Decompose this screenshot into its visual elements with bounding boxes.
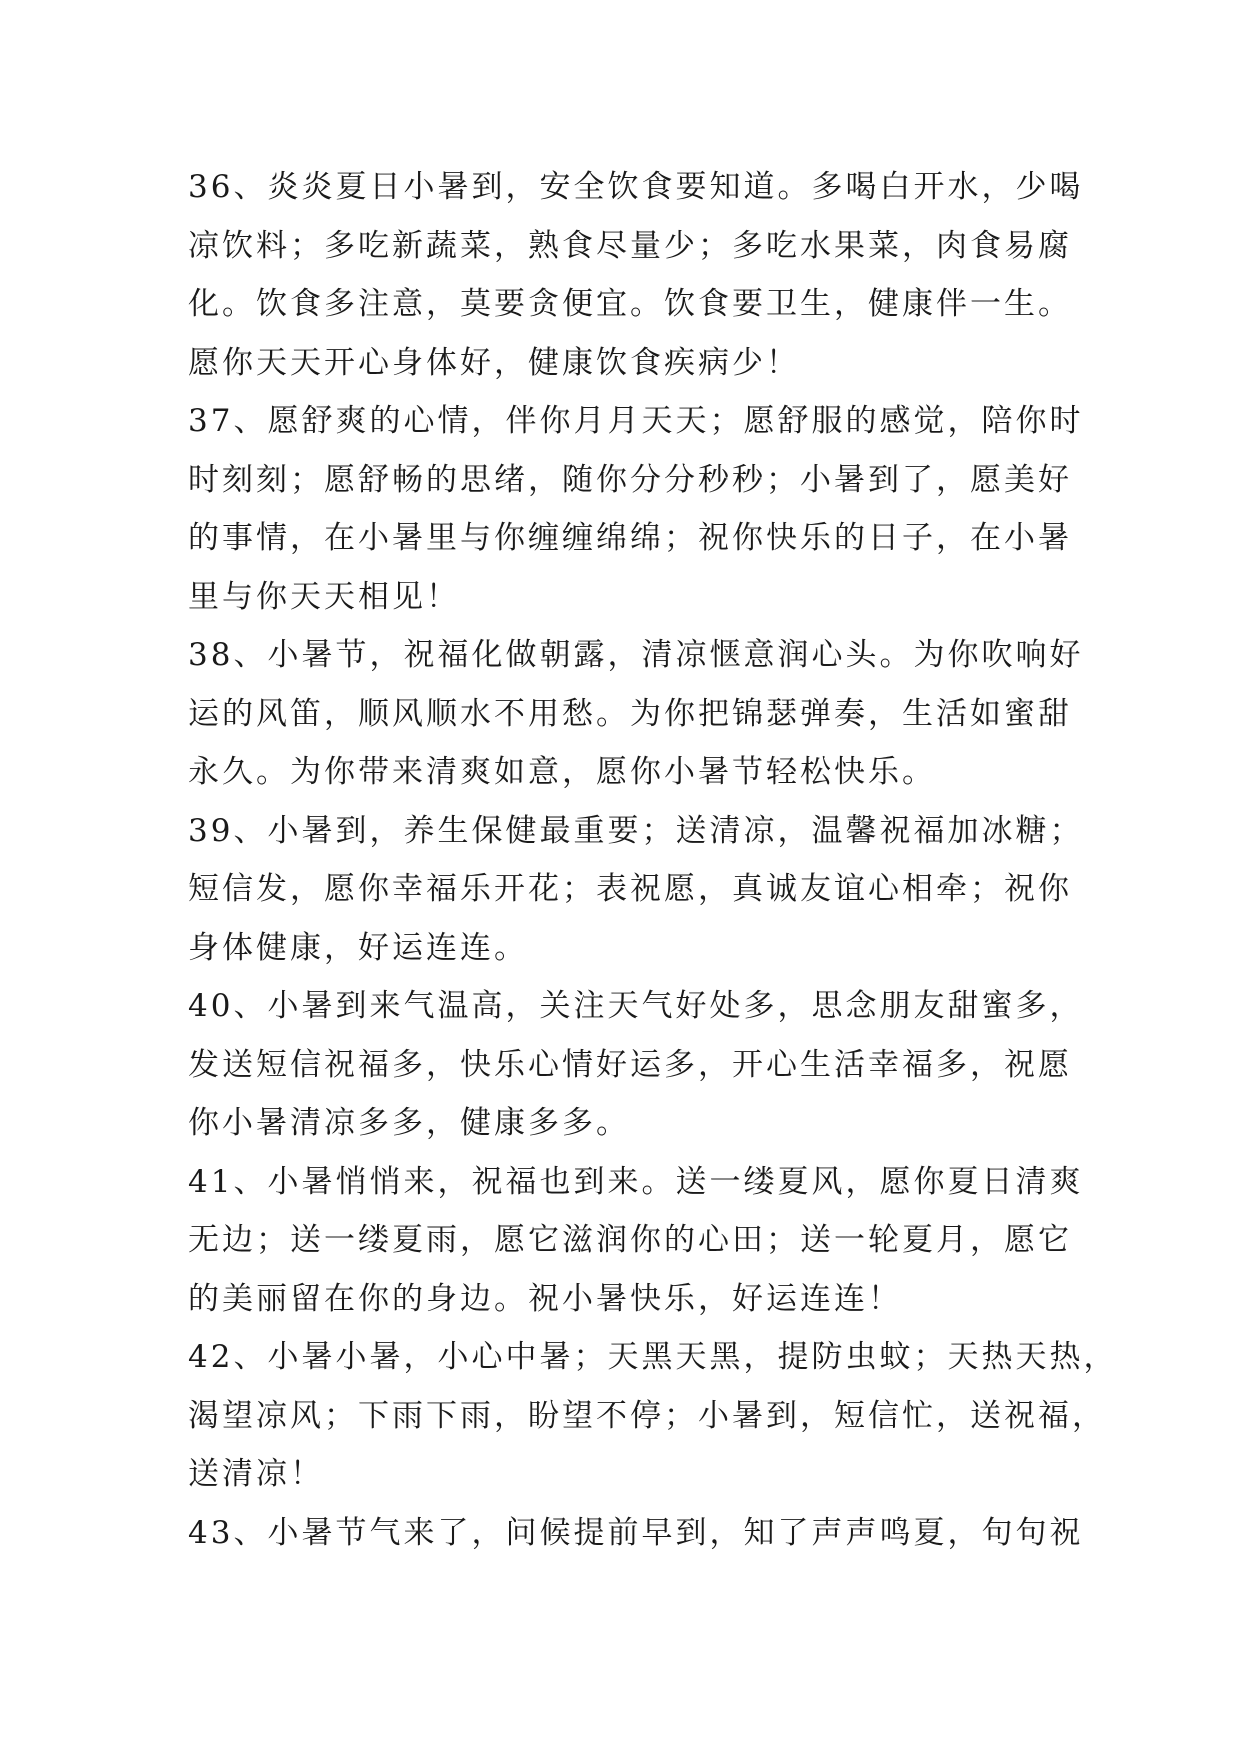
text-line: 运的风笛，顺风顺水不用愁。为你把锦瑟弹奏，生活如蜜甜 bbox=[188, 695, 1072, 732]
text-line: 36、炎炎夏日小暑到，安全饮食要知道。多喝白开水，少喝 bbox=[188, 169, 1084, 205]
text-line: 送清凉！ bbox=[188, 1456, 324, 1492]
text-line: 41、小暑悄悄来，祝福也到来。送一缕夏风，愿你夏日清爽 bbox=[188, 1163, 1084, 1200]
text-line: 43、小暑节气来了，问候提前早到，知了声声鸣夏，句句祝 bbox=[188, 1514, 1084, 1551]
text-line: 里与你天天相见！ bbox=[188, 578, 460, 615]
text-line: 的事情，在小暑里与你缠缠绵绵；祝你快乐的日子，在小暑 bbox=[188, 520, 1072, 556]
text-line: 发送短信祝福多，快乐心情好运多，开心生活幸福多，祝愿 bbox=[188, 1046, 1072, 1083]
text-line: 化。饮食多注意，莫要贪便宜。饮食要卫生，健康伴一生。 bbox=[188, 286, 1072, 322]
document-body bbox=[188, 158, 1118, 1562]
text-line: 永久。为你带来清爽如意，愿你小暑节轻松快乐。 bbox=[188, 754, 936, 790]
text-line: 的美丽留在你的身边。祝小暑快乐，好运连连！ bbox=[188, 1280, 902, 1317]
text-line: 凉饮料；多吃新蔬菜，熟食尽量少；多吃水果菜，肉食易腐 bbox=[188, 227, 1072, 264]
text-line: 短信发，愿你幸福乐开花；表祝愿，真诚友谊心相牵；祝你 bbox=[188, 871, 1072, 907]
text-line: 40、小暑到来气温高，关注天气好处多，思念朋友甜蜜多， bbox=[188, 988, 1084, 1024]
text-line: 42、小暑小暑，小心中暑；天黑天黑，提防虫蚊；天热天热， bbox=[188, 1339, 1118, 1375]
text-line: 愿你天天开心身体好，健康饮食疾病少！ bbox=[188, 344, 800, 381]
text-line: 无边；送一缕夏雨，愿它滋润你的心田；送一轮夏月，愿它 bbox=[188, 1222, 1072, 1258]
text-line: 身体健康，好运连连。 bbox=[188, 929, 528, 966]
text-line: 38、小暑节，祝福化做朝露，清凉惬意润心头。为你吹响好 bbox=[188, 637, 1084, 673]
text-line: 时刻刻；愿舒畅的思绪，随你分分秒秒；小暑到了，愿美好 bbox=[188, 461, 1072, 498]
text-line: 37、愿舒爽的心情，伴你月月天天；愿舒服的感觉，陪你时 bbox=[188, 403, 1084, 439]
text-line: 39、小暑到，养生保健最重要；送清凉，温馨祝福加冰糖； bbox=[188, 812, 1084, 849]
text-line: 渴望凉风；下雨下雨，盼望不停；小暑到，短信忙，送祝福， bbox=[188, 1397, 1106, 1434]
text-line: 你小暑清凉多多，健康多多。 bbox=[188, 1105, 630, 1141]
